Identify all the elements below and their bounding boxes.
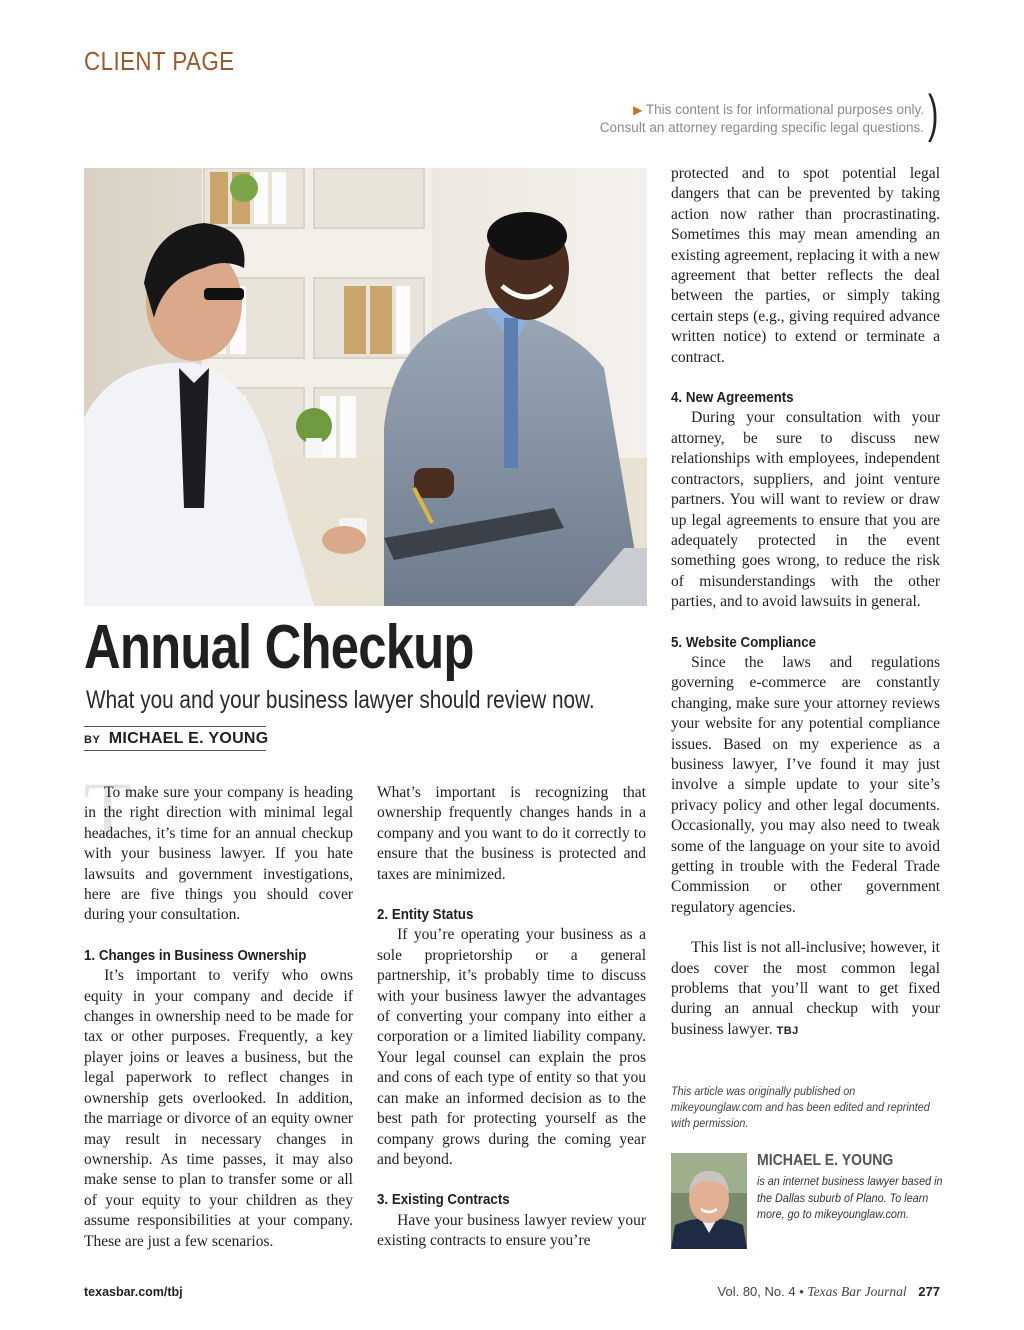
column-1 xyxy=(84,783,353,1252)
section-4-heading: 4. New Agreements xyxy=(671,390,794,407)
section-5-body: Since the laws and regulations governing e-commerce are constantly changing, make sure your attorney reviews your website for any potential compliance issues. Based on my experience as a business lawyer, I’ve found it may just involve a simple update to your site’s privacy policy and other legal documents. Occasionally, you may also need to tweak some of the language on your site to avoid getting in trouble with the Federal Trade Commission or other government regulatory agencies. xyxy=(671,653,940,916)
section-label: CLIENT PAGE xyxy=(84,46,235,76)
play-triangle-icon: ▶ xyxy=(633,103,643,117)
drop-cap: T xyxy=(84,766,132,853)
disclaimer xyxy=(520,101,924,137)
section-1-continued: What’s important is recognizing that ownership frequently changes hands in a company and you want to do it correctly to ensure that the business is protected and taxes are minimized. xyxy=(377,784,646,883)
disclaimer-line-1: This content is for informational purposes only. xyxy=(645,102,924,117)
article-title: Annual Checkup xyxy=(84,613,474,682)
footer-journal: Texas Bar Journal xyxy=(807,1284,907,1299)
section-3-heading: 3. Existing Contracts xyxy=(377,1192,510,1209)
end-mark: TBJ xyxy=(776,1024,799,1037)
column-2 xyxy=(377,783,646,1252)
section-2-heading: 2. Entity Status xyxy=(377,907,474,924)
disclaimer-bracket: ) xyxy=(928,85,939,143)
article-photo xyxy=(84,168,647,606)
section-3-continued: protected and to spot potential legal dangers that can be prevented by taking action now rather than procrastinating. Sometimes this may mean amending an existing agreement, replacing it with a new agreement that better reflects the deal between the parties, or simply taking certain steps (e.g., giving required advance written notice) to extend or terminate a contract. xyxy=(671,165,940,366)
reprint-credit: This article was originally published on mikeyounglaw.com and has been edited and reprinted with permission. xyxy=(671,1084,930,1130)
section-1-body: It’s important to verify who owns equity in your company and decide if changes in ownership need to be made for tax or other purposes. Frequently, a key player joins or leaves a business, but the legal paperwork to reflect changes in ownership gets overlooked. In addition, the marriage or divorce of an equity owner may result in necessary changes in ownership. As time passes, it may also make sense to plan to transfer some or all of your equity to your children as they assume responsibilities at your company. These are just a few scenarios. xyxy=(84,967,353,1250)
section-5-heading: 5. Website Compliance xyxy=(671,634,817,651)
byline-top-rule xyxy=(84,726,266,727)
section-2-body: If you’re operating your business as a sole proprietorship or a general partnership, it’s probably time to discuss with your business lawyer the advantages of converting your company into either a corporation or a limited liability company. Your legal counsel can explain the pros and cons of each type of entity so that you can make an informed decision as to the best path for protecting yourself as the company grows during the coming year and beyond. xyxy=(377,926,646,1168)
closing-paragraph xyxy=(671,938,940,1041)
section-4-body: During your consultation with your attorney, be sure to discuss new relationships with employees, independent contractors, suppliers, and joint venture partners. You will want to review or draw up legal agreements to ensure that you are adequately protected in the event something goes wrong, to reduce the risk of misunderstandings with the other parties, and to avoid lawsuits in general. xyxy=(671,409,940,611)
footer-issue: Vol. 80, No. 4 xyxy=(717,1284,796,1299)
byline-by: BY xyxy=(84,734,101,746)
article-subtitle: What you and your business lawyer should review now. xyxy=(86,686,595,714)
footer-url[interactable]: texasbar.com/tbj xyxy=(84,1285,183,1299)
byline-author: MICHAEL E. YOUNG xyxy=(108,730,269,747)
bio-text: is an internet business lawyer based in the Dallas suburb of Plano. To learn more, go to mikeyounglaw.com. xyxy=(757,1174,943,1221)
footer-issue-info xyxy=(718,1284,940,1300)
section-1-heading: 1. Changes in Business Ownership xyxy=(84,947,307,964)
intro-paragraph: To make sure your company is heading in the right direction with minimal legal headaches, it’s time for an annual checkup with your business lawyer. If you hate lawsuits and government investigations, here are five things you should cover during your consultation. xyxy=(84,784,353,924)
disclaimer-line-2: Consult an attorney regarding specific legal questions. xyxy=(599,120,924,135)
section-3-body-start: Have your business lawyer review your existing contracts to ensure you’re xyxy=(377,1211,646,1250)
author-photo xyxy=(671,1153,747,1249)
bio-name: MICHAEL E. YOUNG xyxy=(757,1152,894,1169)
closing-text: This list is not all-inclusive; however, it does cover the most common legal problems that you’ll want to get fixed during an annual checkup with your business lawyer. xyxy=(671,939,940,1038)
column-3 xyxy=(671,164,940,1041)
byline xyxy=(84,730,269,748)
footer-bullet: • xyxy=(799,1284,804,1299)
page-number: 277 xyxy=(918,1284,940,1299)
byline-bottom-rule xyxy=(84,750,266,751)
